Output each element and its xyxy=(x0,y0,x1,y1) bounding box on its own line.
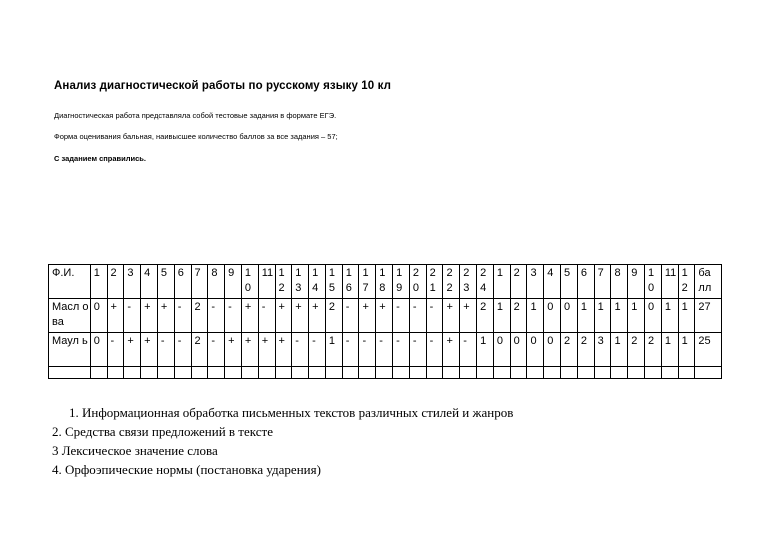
table-cell: + xyxy=(460,299,477,333)
table-cell: + xyxy=(141,333,158,367)
table-cell xyxy=(493,367,510,379)
table-cell: - xyxy=(258,299,275,333)
table-cell xyxy=(443,367,460,379)
table-row xyxy=(49,333,722,367)
table-cell: 1 xyxy=(611,333,628,367)
table-cell: - xyxy=(174,299,191,333)
table-cell: - xyxy=(208,333,225,367)
table-cell xyxy=(292,367,309,379)
table-header-cell: 3 xyxy=(124,265,141,299)
table-cell xyxy=(359,367,376,379)
table-cell xyxy=(393,367,410,379)
table-header-cell: 3 xyxy=(527,265,544,299)
results-table xyxy=(48,264,722,379)
table-cell: + xyxy=(376,299,393,333)
task-list xyxy=(52,403,513,479)
table-cell: 2 xyxy=(628,333,645,367)
table-header-cell: 23 xyxy=(460,265,477,299)
table-cell: - xyxy=(409,299,426,333)
table-cell: Маул ь xyxy=(49,333,91,367)
table-header-cell: 2 xyxy=(107,265,124,299)
table-header-cell: 10 xyxy=(645,265,662,299)
table-cell: - xyxy=(292,333,309,367)
table-cell xyxy=(107,367,124,379)
table-header-row xyxy=(49,265,722,299)
table-cell: + xyxy=(157,299,174,333)
table-cell: - xyxy=(342,333,359,367)
table-header-cell: 1 xyxy=(90,265,107,299)
table-header-cell: 8 xyxy=(208,265,225,299)
table-header-cell: 22 xyxy=(443,265,460,299)
table-cell xyxy=(409,367,426,379)
description-paragraph: Диагностическая работа представляла собой тестовые задания в формате ЕГЭ. xyxy=(54,111,337,120)
table-cell xyxy=(309,367,326,379)
table-cell: 2 xyxy=(510,299,527,333)
table-row-empty xyxy=(49,367,722,379)
table-cell xyxy=(376,367,393,379)
table-header-cell: 20 xyxy=(409,265,426,299)
table-header-cell: 1 xyxy=(493,265,510,299)
table-cell: 1 xyxy=(594,299,611,333)
list-item: 3 Лексическое значение слова xyxy=(52,443,218,458)
table-header-cell: 7 xyxy=(191,265,208,299)
table-header-cell: Ф.И. xyxy=(49,265,91,299)
table-header-cell: 11 xyxy=(661,265,678,299)
table-header-cell: 6 xyxy=(577,265,594,299)
table-cell: - xyxy=(376,333,393,367)
table-cell xyxy=(695,367,722,379)
table-cell xyxy=(661,367,678,379)
table-cell: Масл ова xyxy=(49,299,91,333)
table-cell xyxy=(325,367,342,379)
grading-paragraph: Форма оценивания бальная, наивысшее количество баллов за все задания – 57; xyxy=(54,132,338,141)
table-cell xyxy=(241,367,258,379)
table-header-cell: 18 xyxy=(376,265,393,299)
table-cell xyxy=(544,367,561,379)
table-cell: + xyxy=(443,333,460,367)
table-cell: 2 xyxy=(645,333,662,367)
table-cell xyxy=(510,367,527,379)
table-cell: - xyxy=(124,299,141,333)
table-cell: + xyxy=(275,333,292,367)
table-header-cell: 4 xyxy=(544,265,561,299)
table-cell xyxy=(174,367,191,379)
table-cell xyxy=(426,367,443,379)
table-header-cell: 7 xyxy=(594,265,611,299)
table-cell: - xyxy=(342,299,359,333)
table-header-cell: 6 xyxy=(174,265,191,299)
table-cell: + xyxy=(107,299,124,333)
table-cell: - xyxy=(174,333,191,367)
table-cell: 1 xyxy=(527,299,544,333)
list-item: 2. Средства связи предложений в тексте xyxy=(52,424,273,439)
table-cell: 3 xyxy=(594,333,611,367)
table-header-cell: ба лл xyxy=(695,265,722,299)
table-header-cell: 17 xyxy=(359,265,376,299)
table-cell xyxy=(645,367,662,379)
result-paragraph: С заданием справились. xyxy=(54,154,146,163)
table-cell: - xyxy=(157,333,174,367)
table-cell xyxy=(258,367,275,379)
list-item: 4. Орфоэпические нормы (постановка ударения) xyxy=(52,462,321,477)
table-cell: 1 xyxy=(628,299,645,333)
table-header-cell: 11 xyxy=(258,265,275,299)
table-cell: 2 xyxy=(477,299,494,333)
table-cell: 0 xyxy=(544,333,561,367)
table-cell xyxy=(191,367,208,379)
table-cell: 1 xyxy=(678,333,695,367)
table-cell xyxy=(225,367,242,379)
table-cell xyxy=(460,367,477,379)
table-header-cell: 15 xyxy=(325,265,342,299)
table-header-cell: 13 xyxy=(292,265,309,299)
table-cell: 2 xyxy=(191,299,208,333)
table-cell xyxy=(90,367,107,379)
table-cell xyxy=(141,367,158,379)
table-cell: - xyxy=(208,299,225,333)
table-cell: 1 xyxy=(661,299,678,333)
table-cell: 1 xyxy=(325,333,342,367)
table-cell: - xyxy=(309,333,326,367)
table-cell: + xyxy=(241,333,258,367)
table-header-cell: 9 xyxy=(628,265,645,299)
table-cell: + xyxy=(258,333,275,367)
table-cell: + xyxy=(241,299,258,333)
table-cell xyxy=(527,367,544,379)
table-row xyxy=(49,299,722,333)
table-cell xyxy=(594,367,611,379)
table-cell xyxy=(611,367,628,379)
table-cell: 2 xyxy=(577,333,594,367)
table-cell: 1 xyxy=(678,299,695,333)
table-cell: + xyxy=(359,299,376,333)
table-cell: - xyxy=(460,333,477,367)
table-cell: + xyxy=(292,299,309,333)
table-cell: - xyxy=(409,333,426,367)
table-cell: 2 xyxy=(561,333,578,367)
table-header-cell: 16 xyxy=(342,265,359,299)
table-header-cell: 10 xyxy=(241,265,258,299)
table-cell: 0 xyxy=(90,333,107,367)
table-cell: 2 xyxy=(191,333,208,367)
table-header-cell: 5 xyxy=(561,265,578,299)
table-cell: - xyxy=(393,333,410,367)
table-cell: 0 xyxy=(544,299,561,333)
table-cell xyxy=(477,367,494,379)
table-cell: 1 xyxy=(493,299,510,333)
table-cell: + xyxy=(225,333,242,367)
table-cell: 1 xyxy=(477,333,494,367)
table-cell: + xyxy=(443,299,460,333)
table-cell: 25 xyxy=(695,333,722,367)
table-cell: - xyxy=(225,299,242,333)
table-cell: 0 xyxy=(493,333,510,367)
table-cell: 27 xyxy=(695,299,722,333)
table-header-cell: 5 xyxy=(157,265,174,299)
table-cell xyxy=(49,367,91,379)
table-cell: - xyxy=(426,333,443,367)
table-header-cell: 8 xyxy=(611,265,628,299)
table-header-cell: 24 xyxy=(477,265,494,299)
document-title: Анализ диагностической работы по русскому языку 10 кл xyxy=(54,80,391,92)
table-header-cell: 2 xyxy=(510,265,527,299)
table-cell xyxy=(157,367,174,379)
table-header-cell: 21 xyxy=(426,265,443,299)
table-header-cell: 12 xyxy=(678,265,695,299)
table-cell: - xyxy=(359,333,376,367)
table-cell xyxy=(342,367,359,379)
table-cell xyxy=(561,367,578,379)
table-cell: 0 xyxy=(510,333,527,367)
table-cell xyxy=(124,367,141,379)
table-cell: 2 xyxy=(325,299,342,333)
table-cell: 1 xyxy=(661,333,678,367)
table-cell: - xyxy=(107,333,124,367)
table-cell: + xyxy=(275,299,292,333)
table-cell xyxy=(275,367,292,379)
table-cell: 1 xyxy=(577,299,594,333)
table-header-cell: 19 xyxy=(393,265,410,299)
table-cell: + xyxy=(141,299,158,333)
table-header-cell: 14 xyxy=(309,265,326,299)
table-cell: - xyxy=(426,299,443,333)
table-header-cell: 12 xyxy=(275,265,292,299)
table-cell: 0 xyxy=(645,299,662,333)
table-cell: + xyxy=(124,333,141,367)
table-cell: 0 xyxy=(561,299,578,333)
table-cell: + xyxy=(309,299,326,333)
table-cell xyxy=(208,367,225,379)
table-header-cell: 9 xyxy=(225,265,242,299)
table-cell: 0 xyxy=(90,299,107,333)
table-cell xyxy=(577,367,594,379)
table-cell xyxy=(628,367,645,379)
table-cell: 1 xyxy=(611,299,628,333)
table-cell: - xyxy=(393,299,410,333)
table-cell xyxy=(678,367,695,379)
table-cell: 0 xyxy=(527,333,544,367)
list-item: 1. Информационная обработка письменных текстов различных стилей и жанров xyxy=(69,405,514,420)
table-header-cell: 4 xyxy=(141,265,158,299)
